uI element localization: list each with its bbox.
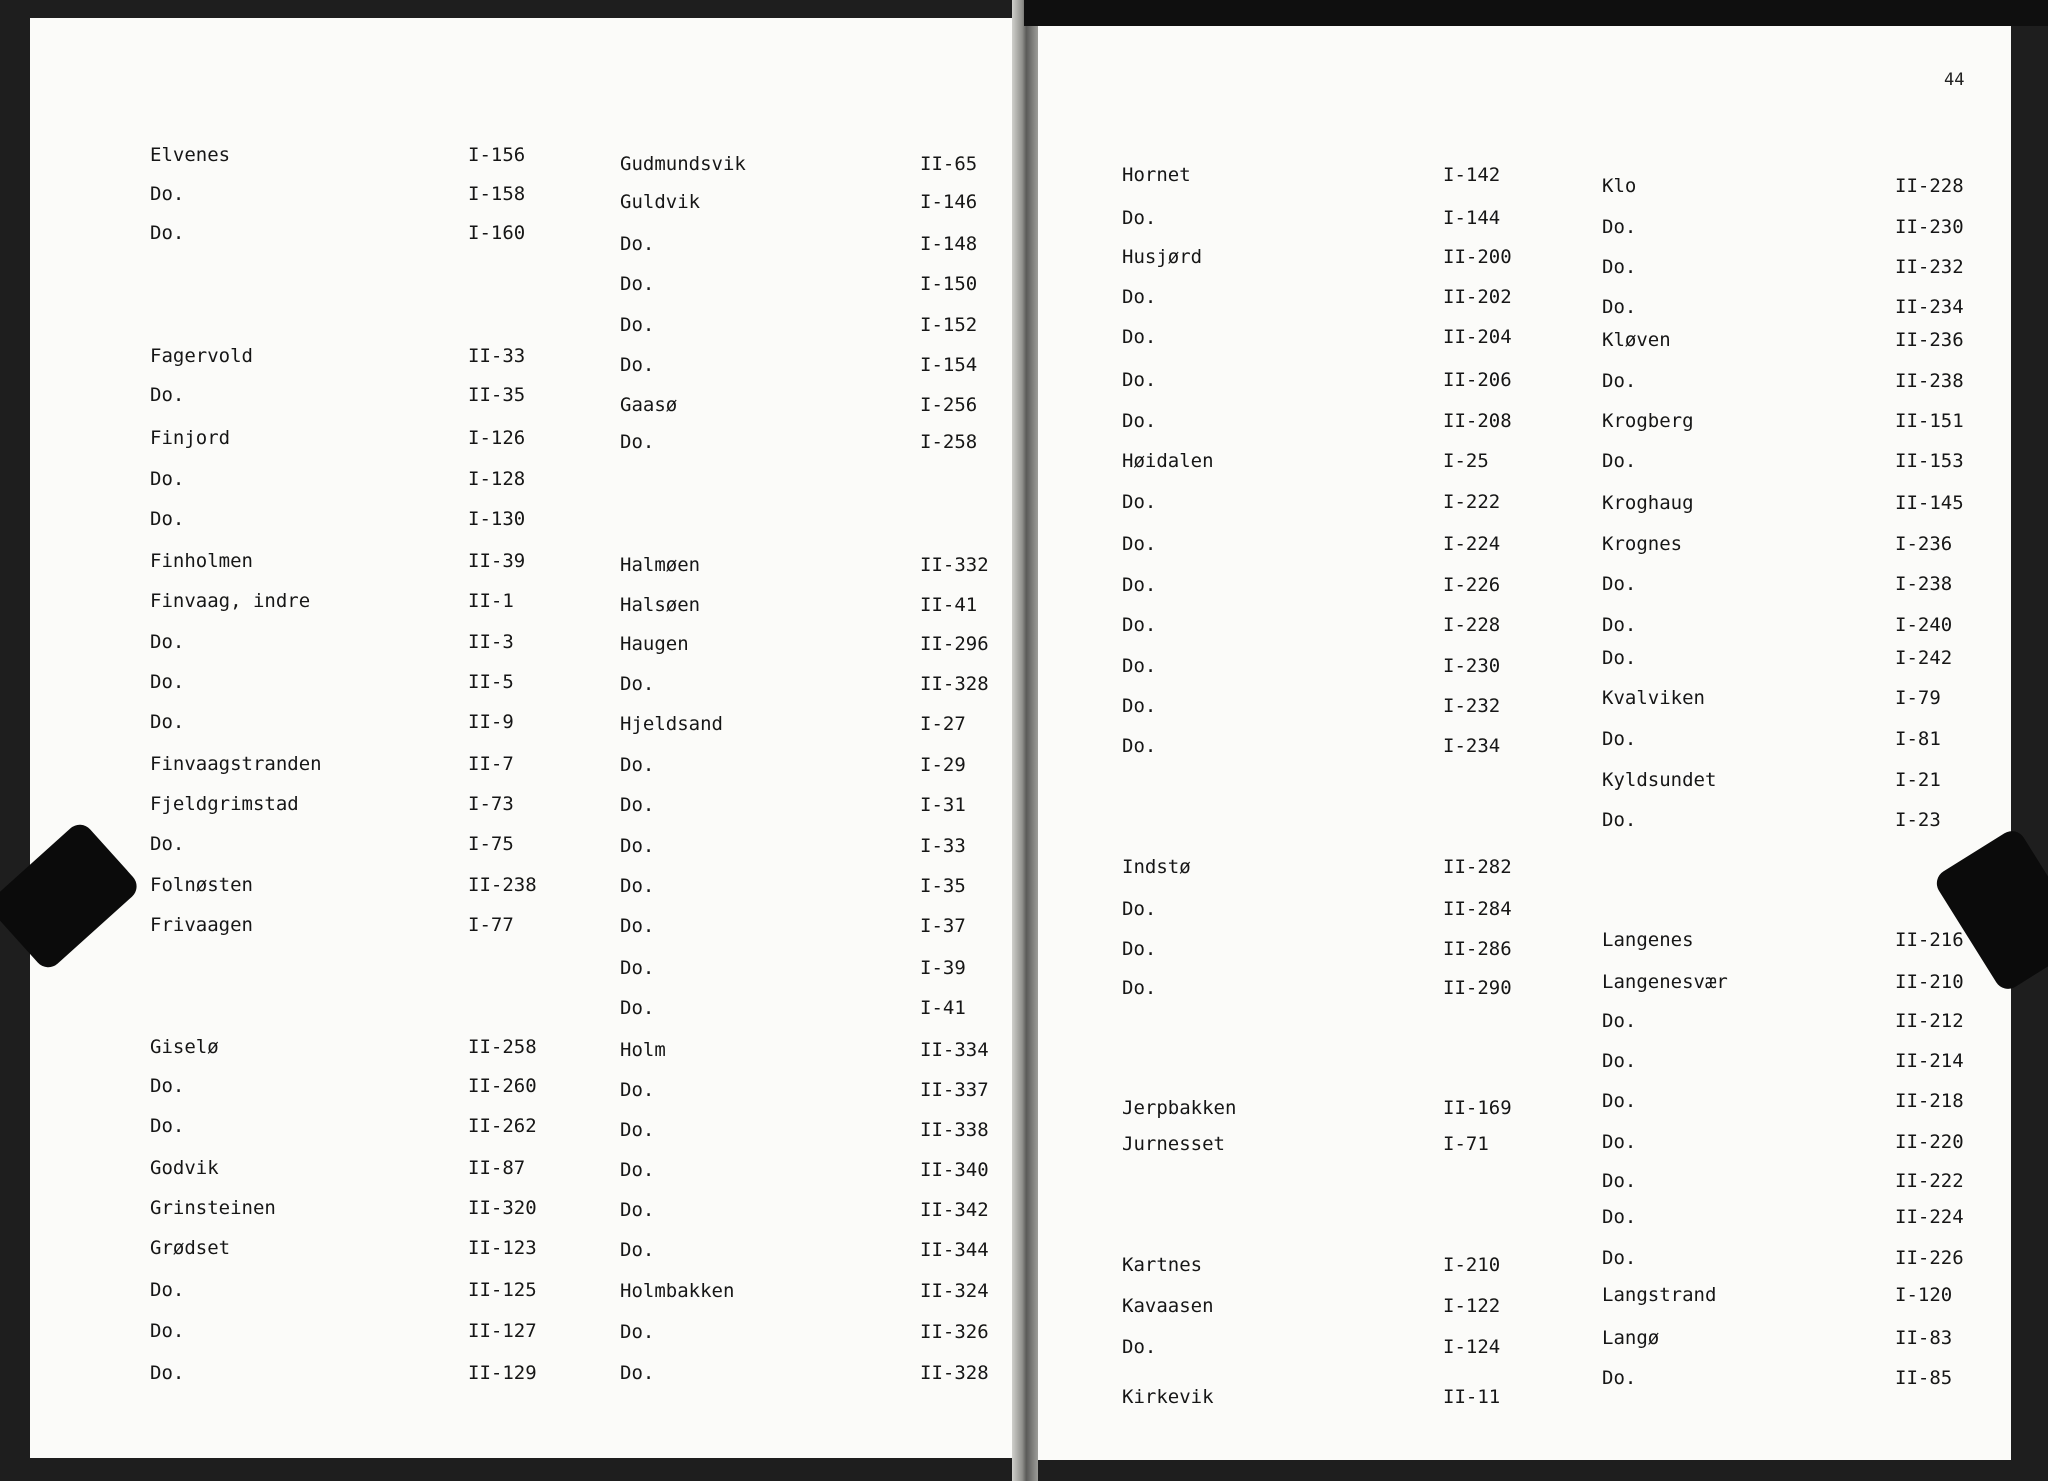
entry-place-name: Do. [1122, 533, 1157, 555]
entry-reference: II-125 [468, 1279, 537, 1301]
entry-place-name: Do. [1602, 1247, 1637, 1269]
entry-place-name: Do. [1602, 728, 1637, 750]
entry-place-name: Do. [1602, 1367, 1637, 1389]
entry-reference: I-156 [468, 144, 526, 166]
entry-reference: II-236 [1895, 329, 1964, 351]
entry-place-name: Do. [1122, 655, 1157, 677]
entry-place-name: Gudmundsvik [620, 153, 746, 175]
entry-reference: II-258 [468, 1036, 537, 1058]
entry-place-name: Husjørd [1122, 246, 1203, 268]
entry-place-name: Jerpbakken [1122, 1097, 1237, 1119]
entry-place-name: Holm [620, 1039, 666, 1061]
entry-reference: I-210 [1443, 1254, 1501, 1276]
entry-place-name: Do. [620, 1362, 655, 1384]
entry-place-name: Do. [150, 711, 185, 733]
entry-place-name: Halsøen [620, 594, 701, 616]
entry-reference: II-230 [1895, 216, 1964, 238]
entry-place-name: Do. [620, 1159, 655, 1181]
entry-place-name: Halmøen [620, 554, 701, 576]
entry-place-name: Fagervold [150, 345, 253, 367]
entry-reference: II-342 [920, 1199, 989, 1221]
entry-reference: I-77 [468, 914, 514, 936]
entry-place-name: Do. [150, 468, 185, 490]
entry-reference: II-11 [1443, 1386, 1501, 1408]
entry-reference: I-41 [920, 997, 966, 1019]
entry-reference: II-282 [1443, 856, 1512, 878]
entry-reference: I-128 [468, 468, 526, 490]
entry-reference: II-7 [468, 753, 514, 775]
entry-reference: II-87 [468, 1157, 526, 1179]
entry-place-name: Finvaagstranden [150, 753, 322, 775]
entry-place-name: Do. [150, 1279, 185, 1301]
entry-place-name: Do. [150, 1115, 185, 1137]
entry-place-name: Do. [1602, 1090, 1637, 1112]
entry-place-name: Kroghaug [1602, 492, 1694, 514]
right-page [1033, 24, 2011, 1460]
entry-reference: II-337 [920, 1079, 989, 1101]
entry-place-name: Folnøsten [150, 874, 253, 896]
entry-reference: I-150 [920, 273, 978, 295]
entry-reference: II-35 [468, 384, 526, 406]
entry-reference: I-228 [1443, 614, 1501, 636]
entry-reference: I-35 [920, 875, 966, 897]
entry-reference: II-210 [1895, 971, 1964, 993]
entry-place-name: Krognes [1602, 533, 1683, 555]
entry-reference: I-240 [1895, 614, 1953, 636]
entry-reference: II-328 [920, 1362, 989, 1384]
entry-place-name: Do. [1602, 809, 1637, 831]
entry-place-name: Finvaag, indre [150, 590, 311, 612]
entry-reference: I-120 [1895, 1284, 1953, 1306]
entry-place-name: Do. [1122, 977, 1157, 999]
book-gutter [1012, 0, 1038, 1481]
entry-place-name: Do. [150, 1320, 185, 1342]
entry-place-name: Do. [150, 833, 185, 855]
entry-place-name: Jurnesset [1122, 1133, 1225, 1155]
entry-place-name: Do. [1122, 898, 1157, 920]
page-number: 44 [1944, 70, 1965, 90]
entry-reference: II-224 [1895, 1206, 1964, 1228]
entry-reference: II-238 [468, 874, 537, 896]
entry-reference: I-71 [1443, 1133, 1489, 1155]
entry-place-name: Haugen [620, 633, 689, 655]
entry-place-name: Do. [1122, 207, 1157, 229]
entry-place-name: Do. [1122, 614, 1157, 636]
entry-place-name: Krogberg [1602, 410, 1694, 432]
entry-place-name: Gaasø [620, 394, 678, 416]
entry-place-name: Guldvik [620, 191, 701, 213]
entry-reference: II-286 [1443, 938, 1512, 960]
entry-place-name: Do. [150, 631, 185, 653]
entry-place-name: Langenesvær [1602, 971, 1728, 993]
entry-place-name: Do. [620, 673, 655, 695]
entry-reference: I-146 [920, 191, 978, 213]
entry-place-name: Do. [1122, 491, 1157, 513]
entry-reference: I-79 [1895, 687, 1941, 709]
entry-reference: II-1 [468, 590, 514, 612]
entry-place-name: Høidalen [1122, 450, 1214, 472]
entry-place-name: Kirkevik [1122, 1386, 1214, 1408]
entry-reference: I-130 [468, 508, 526, 530]
entry-reference: II-290 [1443, 977, 1512, 999]
entry-place-name: Kyldsundet [1602, 769, 1717, 791]
entry-place-name: Do. [1602, 1206, 1637, 1228]
entry-place-name: Do. [1602, 614, 1637, 636]
entry-place-name: Do. [1122, 369, 1157, 391]
entry-reference: II-226 [1895, 1247, 1964, 1269]
entry-reference: I-39 [920, 957, 966, 979]
entry-reference: II-3 [468, 631, 514, 653]
entry-reference: II-5 [468, 671, 514, 693]
entry-reference: I-122 [1443, 1295, 1501, 1317]
entry-place-name: Kvalviken [1602, 687, 1705, 709]
entry-reference: I-258 [920, 431, 978, 453]
entry-place-name: Do. [150, 222, 185, 244]
entry-reference: I-21 [1895, 769, 1941, 791]
entry-place-name: Finjord [150, 427, 231, 449]
entry-reference: II-39 [468, 550, 526, 572]
entry-reference: II-129 [468, 1362, 537, 1384]
entry-reference: I-126 [468, 427, 526, 449]
entry-place-name: Do. [1122, 326, 1157, 348]
entry-place-name: Do. [1122, 286, 1157, 308]
entry-place-name: Do. [1602, 1131, 1637, 1153]
entry-reference: I-25 [1443, 450, 1489, 472]
entry-reference: I-31 [920, 794, 966, 816]
entry-place-name: Giselø [150, 1036, 219, 1058]
entry-place-name: Indstø [1122, 856, 1191, 878]
entry-place-name: Do. [620, 997, 655, 1019]
entry-reference: I-142 [1443, 164, 1501, 186]
entry-place-name: Holmbakken [620, 1280, 735, 1302]
entry-place-name: Langenes [1602, 929, 1694, 951]
entry-reference: II-145 [1895, 492, 1964, 514]
entry-place-name: Do. [620, 754, 655, 776]
entry-reference: II-41 [920, 594, 978, 616]
entry-reference: II-228 [1895, 175, 1964, 197]
entry-place-name: Do. [620, 1199, 655, 1221]
entry-reference: II-232 [1895, 256, 1964, 278]
entry-reference: I-33 [920, 835, 966, 857]
entry-reference: I-154 [920, 354, 978, 376]
entry-place-name: Do. [1122, 695, 1157, 717]
entry-place-name: Do. [150, 671, 185, 693]
entry-reference: I-224 [1443, 533, 1501, 555]
entry-place-name: Do. [1122, 410, 1157, 432]
entry-reference: I-75 [468, 833, 514, 855]
entry-place-name: Langstrand [1602, 1284, 1717, 1306]
entry-place-name: Do. [1602, 370, 1637, 392]
entry-reference: I-148 [920, 233, 978, 255]
entry-place-name: Do. [620, 1119, 655, 1141]
entry-place-name: Do. [1122, 574, 1157, 596]
entry-reference: II-212 [1895, 1010, 1964, 1032]
entry-reference: II-200 [1443, 246, 1512, 268]
entry-place-name: Do. [150, 508, 185, 530]
entry-reference: I-256 [920, 394, 978, 416]
entry-reference: II-262 [468, 1115, 537, 1137]
entry-reference: II-127 [468, 1320, 537, 1342]
entry-place-name: Do. [1602, 647, 1637, 669]
entry-reference: I-158 [468, 183, 526, 205]
entry-reference: I-242 [1895, 647, 1953, 669]
entry-place-name: Do. [1122, 735, 1157, 757]
entry-reference: I-234 [1443, 735, 1501, 757]
entry-place-name: Do. [620, 835, 655, 857]
entry-place-name: Do. [620, 1079, 655, 1101]
entry-reference: II-151 [1895, 410, 1964, 432]
entry-reference: II-338 [920, 1119, 989, 1141]
entry-reference: II-324 [920, 1280, 989, 1302]
entry-reference: I-144 [1443, 207, 1501, 229]
entry-place-name: Kartnes [1122, 1254, 1203, 1276]
entry-place-name: Grinsteinen [150, 1197, 276, 1219]
entry-reference: I-152 [920, 314, 978, 336]
scan-edge [1024, 0, 2048, 26]
entry-reference: I-230 [1443, 655, 1501, 677]
entry-place-name: Do. [620, 431, 655, 453]
entry-reference: II-204 [1443, 326, 1512, 348]
entry-reference: II-85 [1895, 1367, 1953, 1389]
entry-place-name: Grødset [150, 1237, 231, 1259]
entry-place-name: Elvenes [150, 144, 231, 166]
entry-place-name: Do. [1602, 296, 1637, 318]
entry-reference: II-328 [920, 673, 989, 695]
entry-place-name: Do. [150, 384, 185, 406]
entry-reference: II-326 [920, 1321, 989, 1343]
entry-reference: I-222 [1443, 491, 1501, 513]
entry-reference: I-29 [920, 754, 966, 776]
entry-reference: II-83 [1895, 1327, 1953, 1349]
entry-reference: II-123 [468, 1237, 537, 1259]
entry-reference: II-218 [1895, 1090, 1964, 1112]
entry-place-name: Do. [620, 1239, 655, 1261]
entry-place-name: Klo [1602, 175, 1637, 197]
entry-place-name: Fjeldgrimstad [150, 793, 299, 815]
entry-reference: II-332 [920, 554, 989, 576]
entry-reference: II-214 [1895, 1050, 1964, 1072]
entry-place-name: Godvik [150, 1157, 219, 1179]
entry-reference: II-65 [920, 153, 978, 175]
entry-place-name: Do. [620, 794, 655, 816]
entry-place-name: Finholmen [150, 550, 253, 572]
entry-reference: I-160 [468, 222, 526, 244]
entry-reference: II-202 [1443, 286, 1512, 308]
entry-reference: II-320 [468, 1197, 537, 1219]
entry-reference: II-169 [1443, 1097, 1512, 1119]
entry-reference: II-220 [1895, 1131, 1964, 1153]
entry-place-name: Frivaagen [150, 914, 253, 936]
entry-place-name: Hornet [1122, 164, 1191, 186]
entry-place-name: Do. [150, 183, 185, 205]
entry-reference: II-208 [1443, 410, 1512, 432]
entry-reference: II-216 [1895, 929, 1964, 951]
entry-reference: II-153 [1895, 450, 1964, 472]
entry-reference: II-206 [1443, 369, 1512, 391]
entry-reference: I-236 [1895, 533, 1953, 555]
entry-reference: II-234 [1895, 296, 1964, 318]
entry-reference: I-23 [1895, 809, 1941, 831]
entry-reference: II-33 [468, 345, 526, 367]
entry-place-name: Do. [1602, 1010, 1637, 1032]
entry-reference: II-344 [920, 1239, 989, 1261]
entry-place-name: Do. [620, 875, 655, 897]
entry-reference: II-260 [468, 1075, 537, 1097]
entry-reference: II-340 [920, 1159, 989, 1181]
entry-place-name: Do. [150, 1362, 185, 1384]
entry-place-name: Do. [1122, 938, 1157, 960]
entry-reference: I-124 [1443, 1336, 1501, 1358]
entry-place-name: Do. [620, 233, 655, 255]
entry-reference: II-9 [468, 711, 514, 733]
entry-place-name: Do. [1602, 573, 1637, 595]
entry-reference: I-226 [1443, 574, 1501, 596]
entry-reference: II-296 [920, 633, 989, 655]
entry-reference: I-27 [920, 713, 966, 735]
entry-reference: II-222 [1895, 1170, 1964, 1192]
entry-place-name: Kavaasen [1122, 1295, 1214, 1317]
entry-place-name: Do. [1602, 1170, 1637, 1192]
entry-reference: II-334 [920, 1039, 989, 1061]
entry-reference: I-37 [920, 915, 966, 937]
entry-place-name: Langø [1602, 1327, 1660, 1349]
entry-reference: I-81 [1895, 728, 1941, 750]
entry-reference: II-284 [1443, 898, 1512, 920]
entry-place-name: Do. [1602, 1050, 1637, 1072]
entry-place-name: Do. [1602, 256, 1637, 278]
entry-place-name: Do. [1602, 216, 1637, 238]
entry-place-name: Do. [620, 915, 655, 937]
entry-place-name: Do. [620, 273, 655, 295]
entry-place-name: Do. [620, 957, 655, 979]
entry-place-name: Hjeldsand [620, 713, 723, 735]
entry-place-name: Do. [1122, 1336, 1157, 1358]
entry-reference: I-238 [1895, 573, 1953, 595]
entry-reference: II-238 [1895, 370, 1964, 392]
entry-reference: I-232 [1443, 695, 1501, 717]
entry-place-name: Do. [620, 354, 655, 376]
entry-place-name: Do. [1602, 450, 1637, 472]
entry-place-name: Do. [150, 1075, 185, 1097]
entry-place-name: Kløven [1602, 329, 1671, 351]
entry-reference: I-73 [468, 793, 514, 815]
entry-place-name: Do. [620, 1321, 655, 1343]
entry-place-name: Do. [620, 314, 655, 336]
